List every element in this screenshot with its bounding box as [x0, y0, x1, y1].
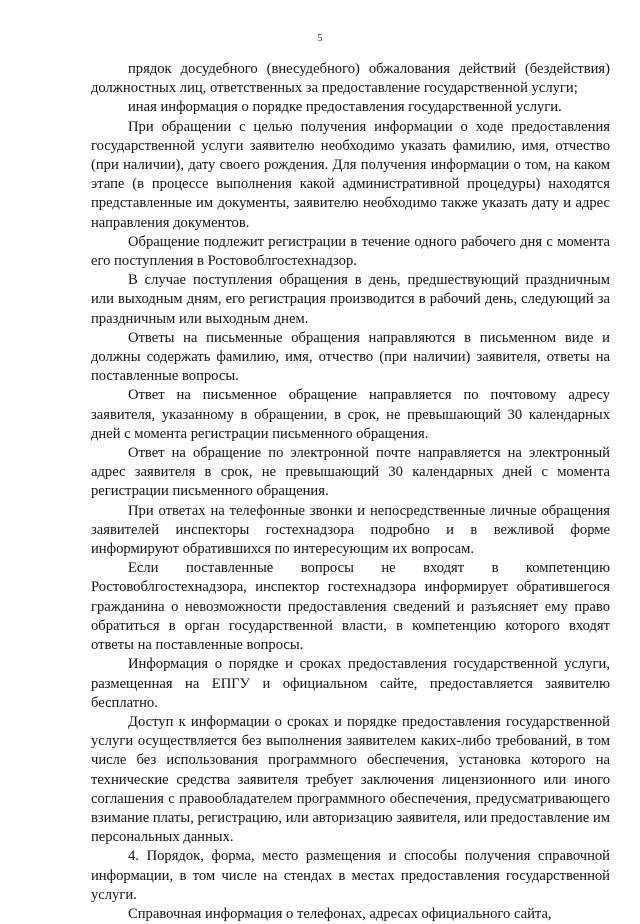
- paragraph-progress-inquiry: При обращении с целью получения информации о ходе предоставления государственной услуги заявителю необходимо указать фамилию, имя, отчество (при наличии), дату своего рождения. Для получения информации о том, на каком этапе (в процессе выполнения какой административной процедуры) находятся представленные им документы, заявителю необходимо также указать дату и адрес направления документов.: [91, 118, 610, 231]
- paragraph-phone-answers: При ответах на телефонные звонки и непосредственные личные обращения заявителей инспекторы гостехнадзора подробно и в вежливой форме информируют обратившихся по интересующим их вопросам.: [91, 502, 610, 558]
- paragraph-appeal-procedure: прядок досудебного (внесудебного) обжалования действий (бездействия) должностных лиц, ответственных за предоставление государственной услуги;: [91, 61, 610, 97]
- paragraph-access-conditions: Доступ к информации о сроках и порядке предоставления государственной услуги осуществляется без выполнения заявителем каких-либо требований, в том числе без использования программного обеспечения, установка которого на технические средства заявителя требует заключения лицензионного или иного соглашения с правообладателем программного обеспечения, предусматривающего взимание платы, регистрацию, или авторизацию заявителя, или предоставление им персональных данных.: [91, 713, 610, 846]
- paragraph-registration: Обращение подлежит регистрации в течение одного рабочего дня с момента его поступления в Ростовоблгостехнадзор.: [91, 233, 610, 270]
- paragraph-email-answer: Ответ на обращение по электронной почте направляется на электронный адрес заявителя в срок, не превышающий 30 календарных дней с момента регистрации письменного обращения.: [91, 445, 610, 500]
- paragraph-free-information: Информация о порядке и сроках предоставления государственной услуги, размещенная на ЕПГУ и официальном сайте, предоставляется заявителю бесплатно.: [91, 656, 610, 711]
- paragraph-other-info: иная информация о порядке предоставления государственной услуги.: [128, 99, 562, 116]
- paragraph-reference-info: Справочная информация о телефонах, адресах официального сайта,: [128, 905, 552, 922]
- paragraph-holiday-registration: В случае поступления обращения в день, предшествующий праздничным или выходным дням, его регистрация производится в рабочий день, следующий за праздничным или выходным днем.: [91, 272, 610, 327]
- paragraph-postal-answer: Ответ на письменное обращение направляется по почтовому адресу заявителя, указанному в обращении, в срок, не превышающий 30 календарных дней с момента регистрации письменного обращения.: [91, 387, 610, 442]
- paragraph-written-answers: Ответы на письменные обращения направляются в письменном виде и должны содержать фамилию, имя, отчество (при наличии) заявителя, ответы на поставленные вопросы.: [91, 329, 610, 385]
- paragraph-out-of-competence: Если поставленные вопросы не входят в компетенцию Ростовоблгостехнадзора, инспектор гостехнадзора информирует обратившегося гражданина о невозможности предоставления сведений и разъясняет ему право обратиться в орган государственной власти, в компетенцию которого входят ответы на поставленные вопросы.: [91, 560, 610, 654]
- paragraph-section-4-heading: 4. Порядок, форма, место размещения и способы получения справочной информации, в том числе на стендах в местах предоставления государственной услуги.: [91, 848, 610, 903]
- page-number: 5: [317, 33, 323, 44]
- page-body: [91, 60, 610, 924]
